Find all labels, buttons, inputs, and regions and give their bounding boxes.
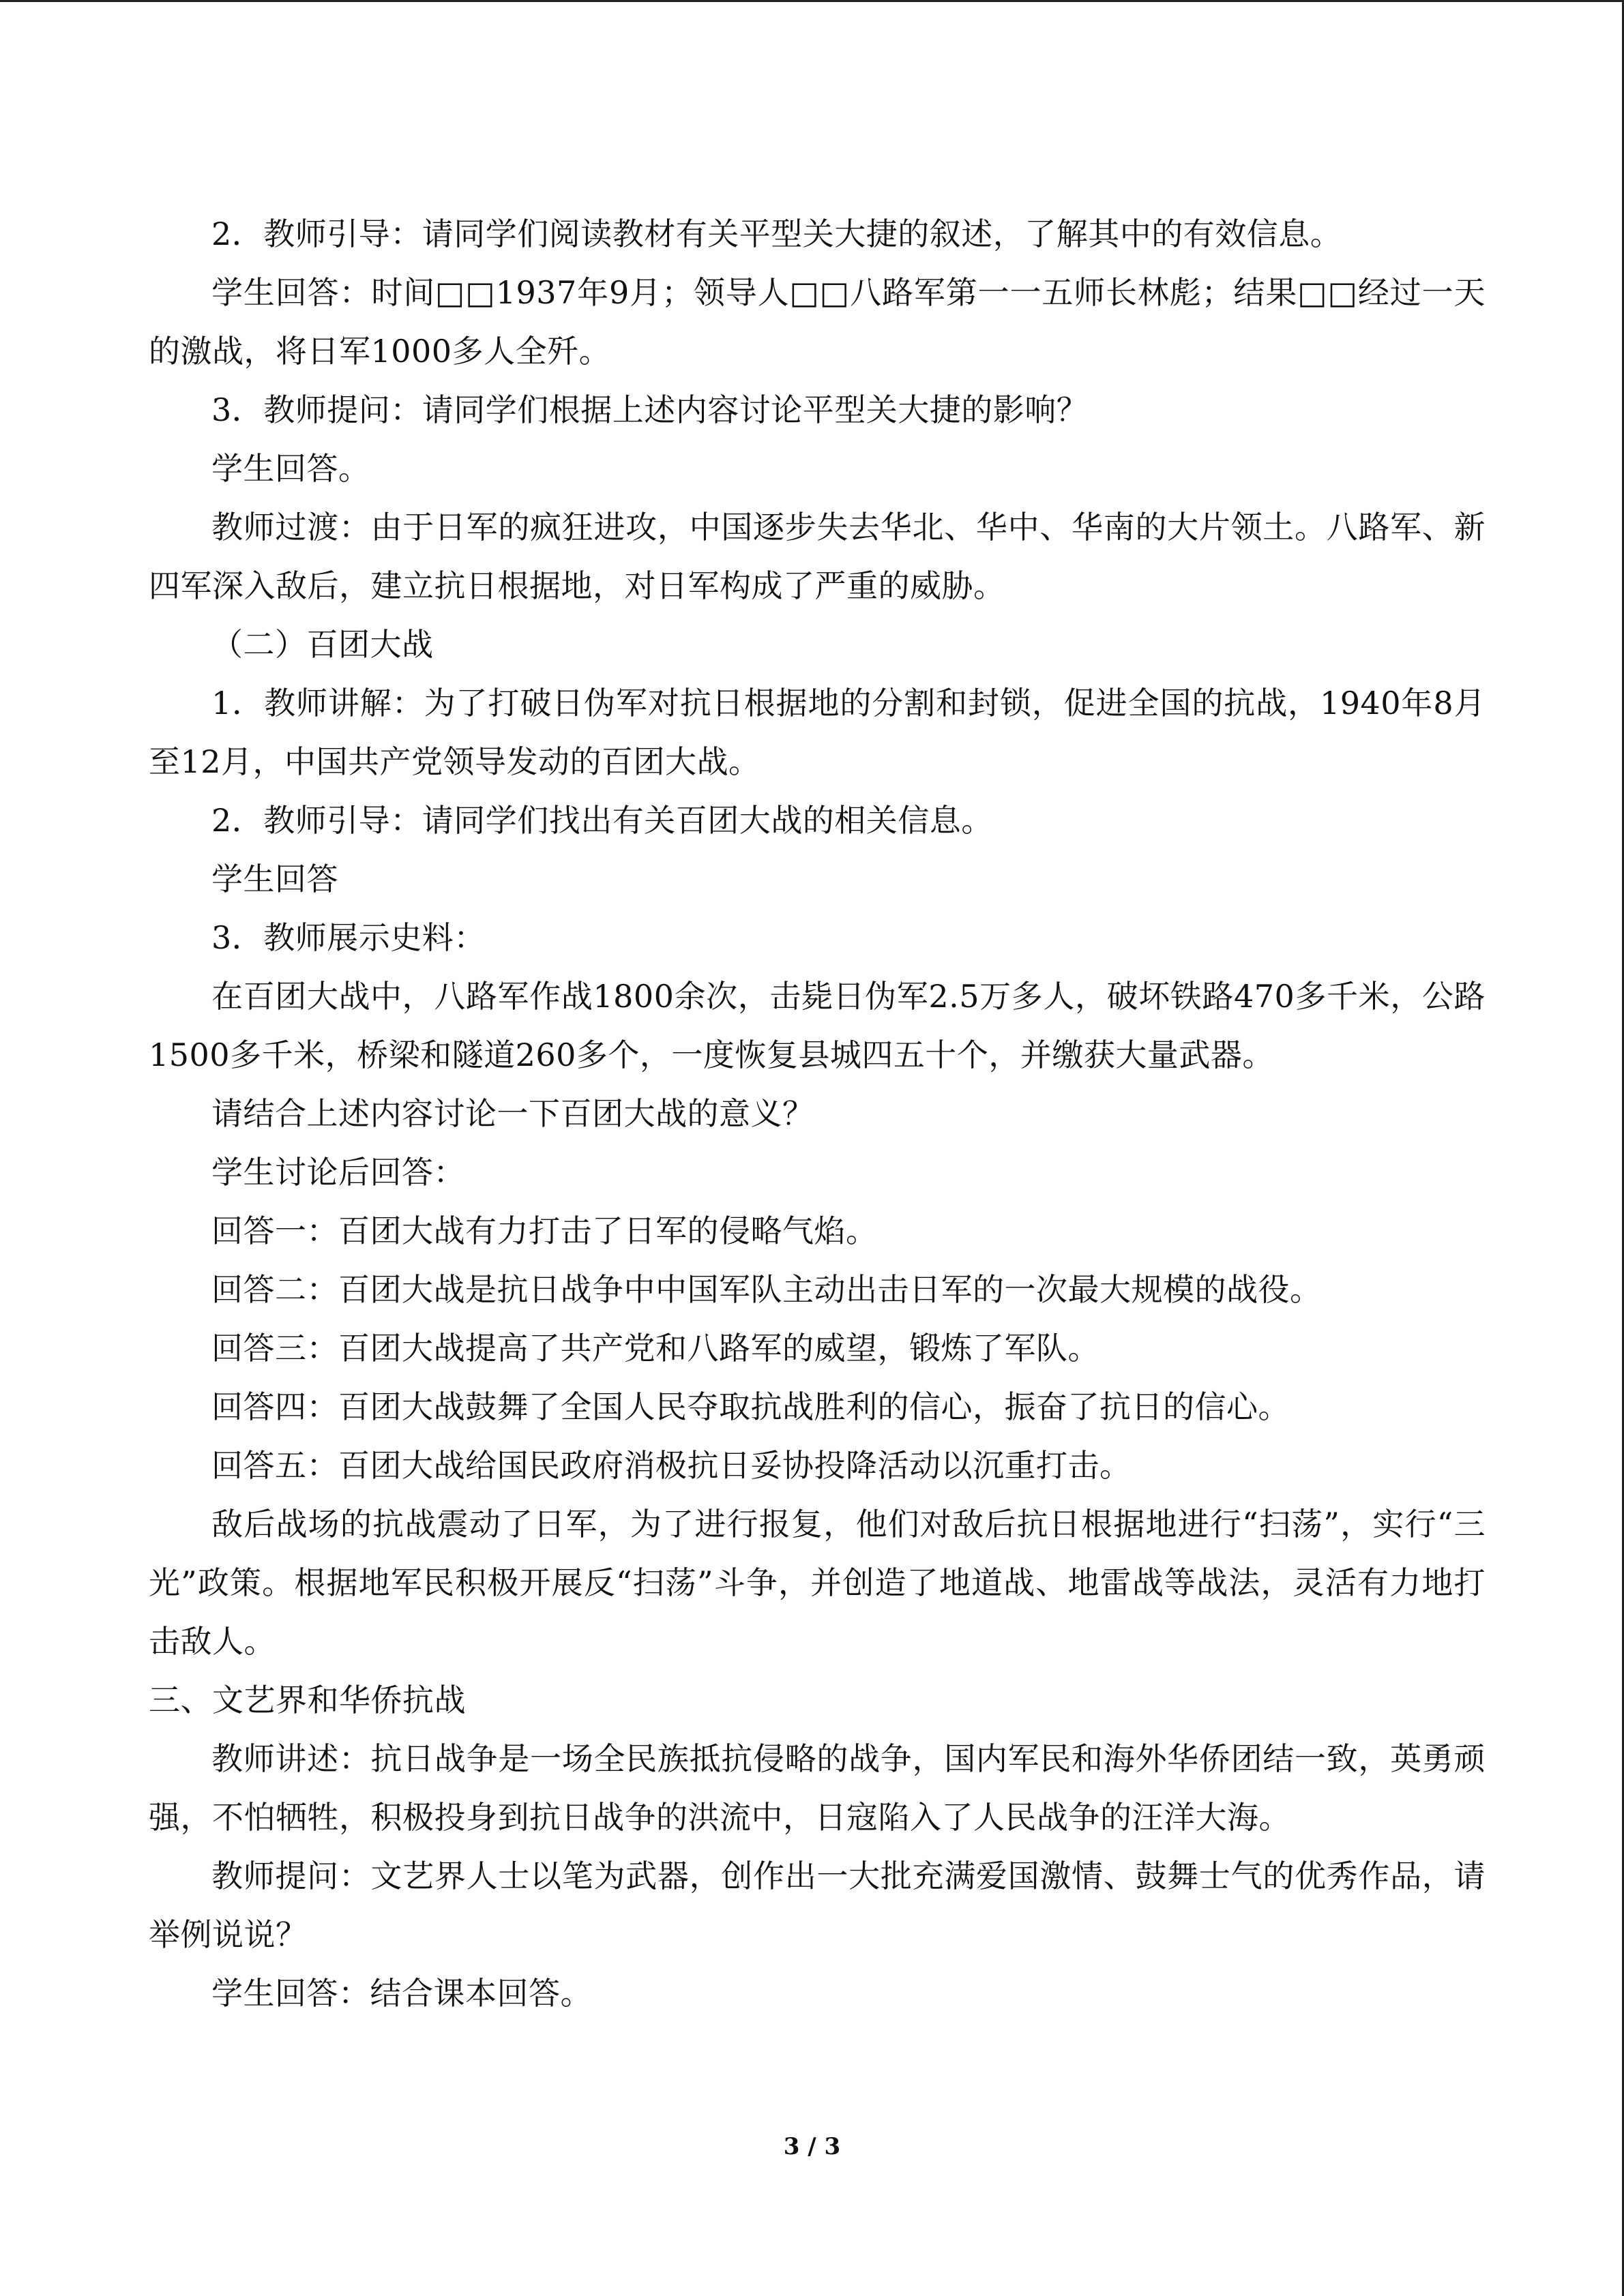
paragraph: 3．教师展示史料： — [211, 919, 486, 956]
paragraph: 学生讨论后回答： — [211, 1154, 465, 1191]
paragraph: 回答三：百团大战提高了共产党和八路军的威望，锻炼了军队。 — [211, 1330, 1099, 1367]
paragraph: 3．教师提问：请同学们根据上述内容讨论平型关大捷的影响？ — [211, 391, 1089, 428]
paragraph: 1．教师讲解：为了打破日伪军对抗日根据地的分割和封锁，促进全国的抗战，1940年8月至12月，中国共产党领导发动的百团大战。 — [149, 685, 1486, 780]
subsection-heading: （二）百团大战 — [211, 626, 434, 663]
paragraph: 回答四：百团大战鼓舞了全国人民夺取抗战胜利的信心，振奋了抗日的信心。 — [211, 1388, 1290, 1425]
section-heading: 三、文艺界和华侨抗战 — [149, 1682, 466, 1718]
paragraph: 回答二：百团大战是抗日战争中中国军队主动出击日军的一次最大规模的战役。 — [211, 1271, 1322, 1308]
paragraph: 在百团大战中，八路军作战1800余次，击毙日伪军2.5万多人，破坏铁路470多千米，公路1500多千米，桥梁和隧道260多个，一度恢复县城四五十个，并缴获大量武器。 — [149, 978, 1486, 1073]
paragraph: 学生回答。 — [211, 450, 370, 487]
paragraph: 敌后战场的抗战震动了日军，为了进行报复，他们对敌后抗日根据地进行“扫荡”，实行“三光”政策。根据地军民积极开展反“扫荡”斗争，并创造了地道战、地雷战等战法，灵活有力地打击敌人。 — [149, 1506, 1486, 1660]
paragraph: 教师提问：文艺界人士以笔为武器，创作出一大批充满爱国激情、鼓舞士气的优秀作品，请举例说说？ — [149, 1858, 1486, 1953]
paragraph: 教师讲述：抗日战争是一场全民族抵抗侵略的战争，国内军民和海外华侨团结一致，英勇顽强，不怕牺牲，积极投身到抗日战争的洪流中，日寇陷入了人民战争的汪洋大海。 — [149, 1740, 1486, 1836]
paragraph: 请结合上述内容讨论一下百团大战的意义？ — [211, 1095, 814, 1132]
paragraph: 回答五：百团大战给国民政府消极抗日妥协投降活动以沉重打击。 — [211, 1447, 1132, 1484]
paragraph: 回答一：百团大战有力打击了日军的侵略气焰。 — [211, 1212, 878, 1249]
paragraph: 教师过渡：由于日军的疯狂进攻，中国逐步失去华北、华中、华南的大片领土。八路军、新四军深入敌后，建立抗日根据地，对日军构成了严重的威胁。 — [149, 509, 1486, 604]
document-body — [149, 205, 1486, 2023]
paragraph: 学生回答：结合课本回答。 — [211, 1975, 592, 2012]
paragraph: 学生回答：时间□□1937年9月；领导人□□八路军第一一五师长林彪；结果□□经过一天的激战，将日军1000多人全歼。 — [149, 274, 1486, 370]
paragraph: 学生回答 — [211, 861, 338, 897]
paragraph: 2．教师引导：请同学们找出有关百团大战的相关信息。 — [211, 802, 993, 839]
paragraph: 2．教师引导：请同学们阅读教材有关平型关大捷的叙述，了解其中的有效信息。 — [211, 215, 1342, 252]
page-number: 3 / 3 — [783, 2133, 841, 2160]
